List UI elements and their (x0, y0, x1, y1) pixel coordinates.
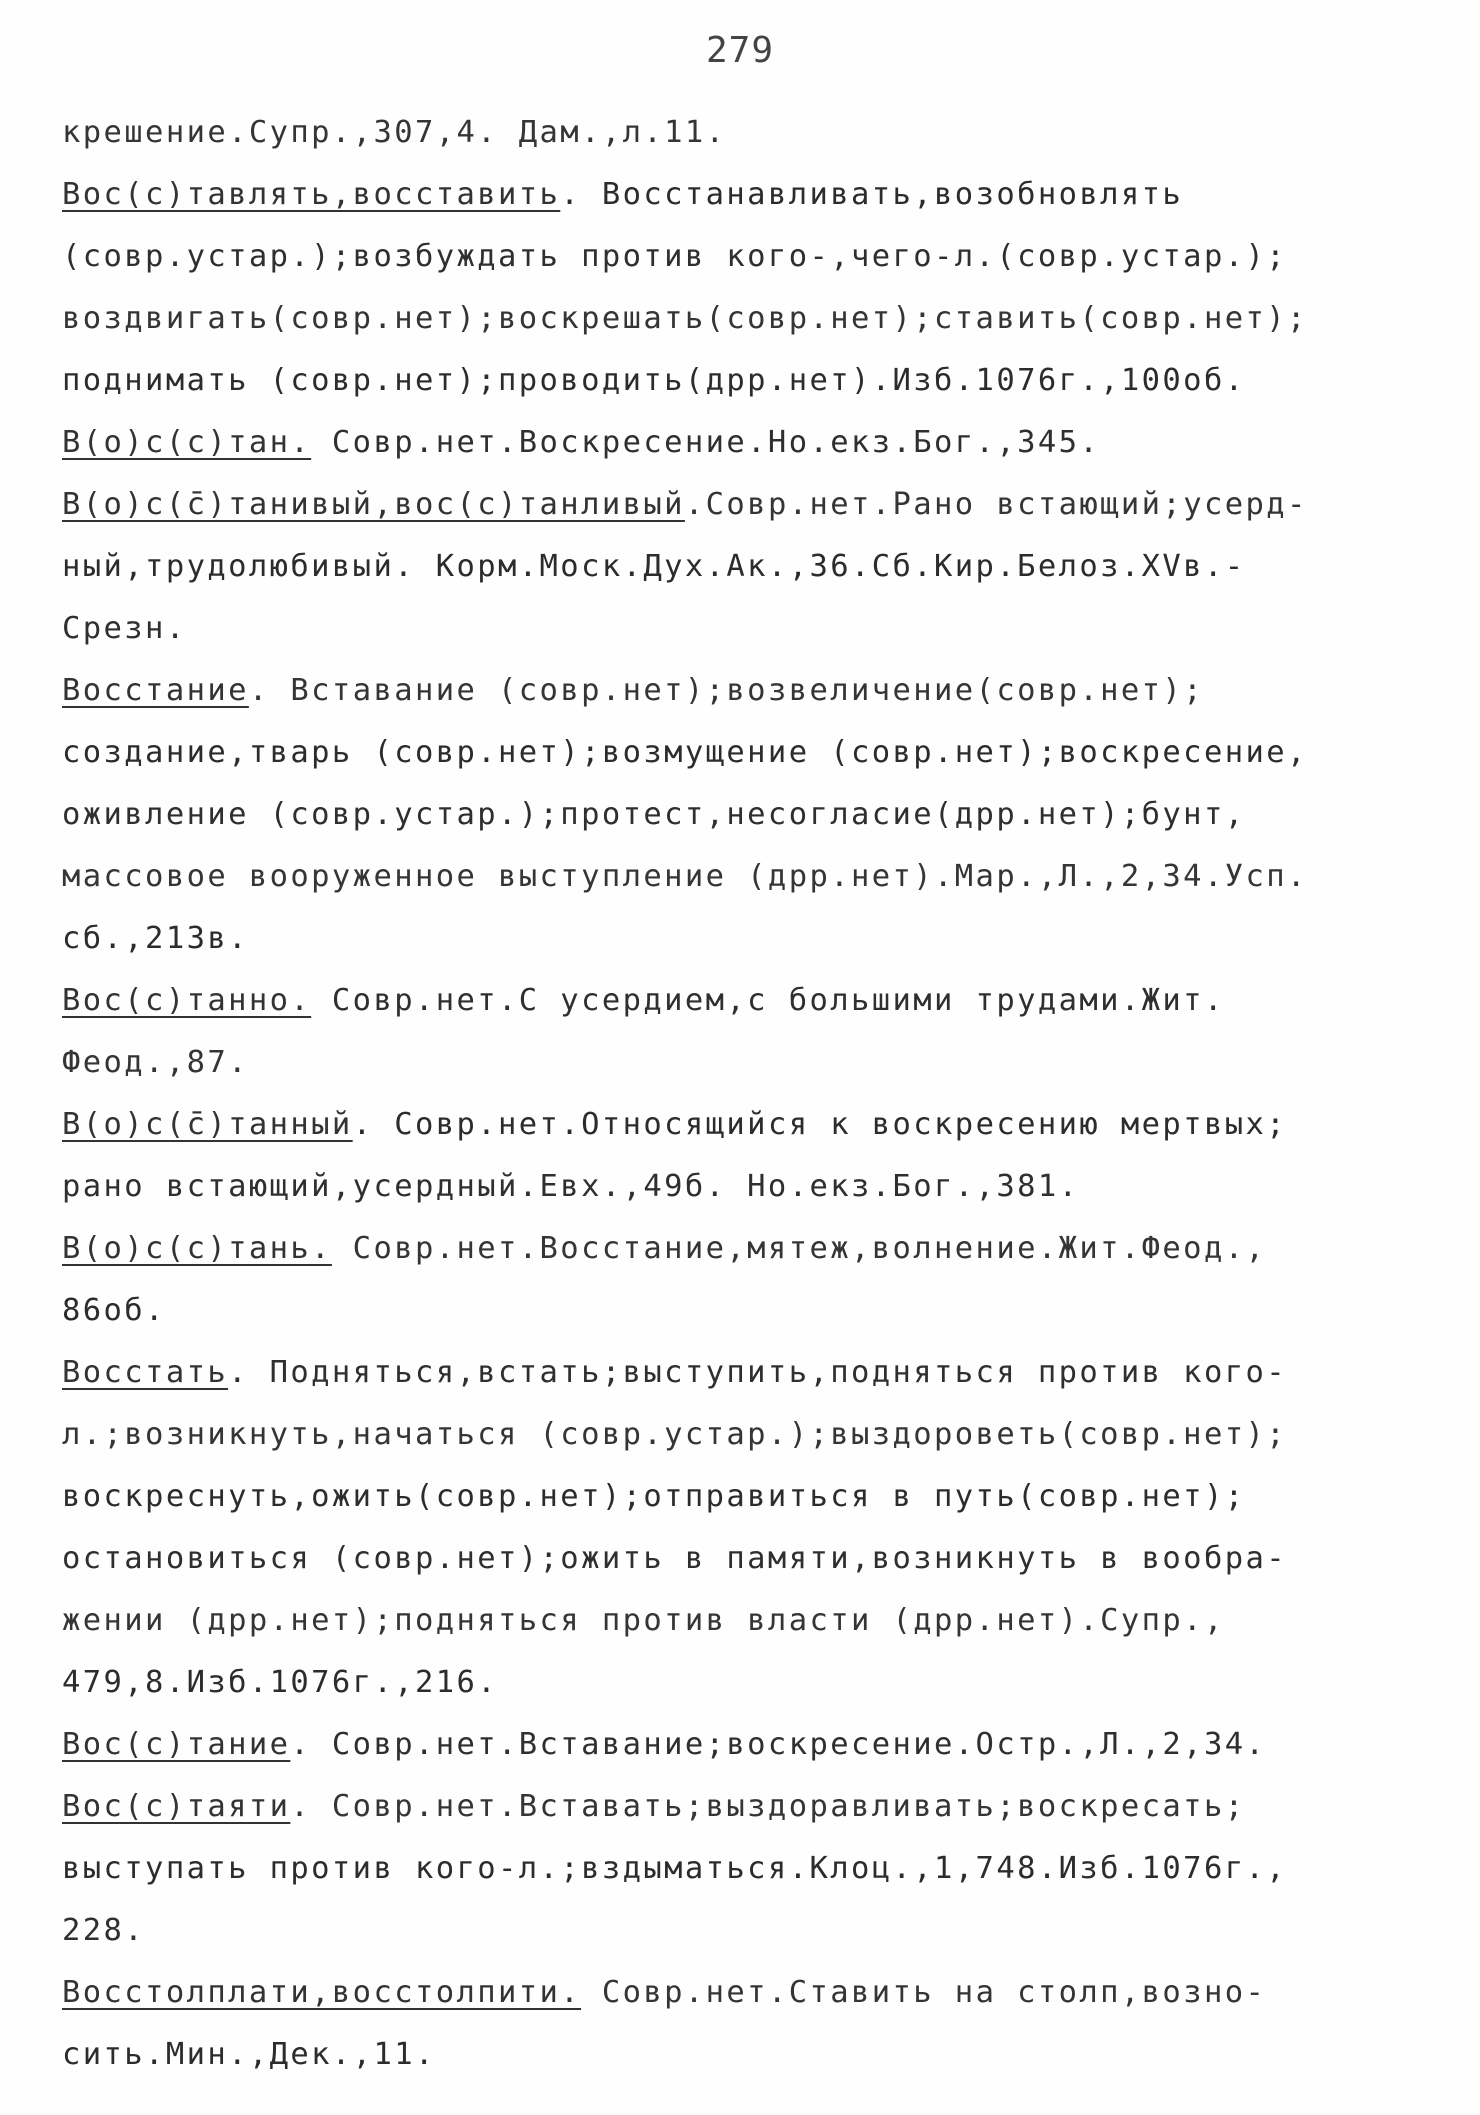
text-line (62, 350, 1462, 412)
entry-text: . Совр.нет.Относящийся к воскресению мертвых; (352, 1107, 1288, 1142)
text-line (62, 1466, 1462, 1528)
entry-text: массовое вооруженное выступление (дрр.нет).Мар.,Л.,2,34.Усп. (62, 859, 1308, 894)
entry-headword: Восстание (62, 673, 249, 708)
text-line (62, 288, 1462, 350)
entry-text: 86об. (62, 1293, 166, 1328)
entry-text: Срезн. (62, 611, 187, 646)
entry-headword: Вос(с)тание (62, 1727, 291, 1762)
entry-text: остановиться (совр.нет);ожить в памяти,возникнуть в вообра- (62, 1541, 1287, 1576)
entry-text: крешение.Супр.,307,4. Дам.,л.11. (62, 115, 727, 150)
text-line (62, 1838, 1462, 1900)
text-line (62, 784, 1462, 846)
entry-text: . Совр.нет.Вставание;воскресение.Остр.,Л.,2,34. (290, 1727, 1267, 1762)
text-line (62, 1590, 1462, 1652)
entry-text: рано встающий,усердный.Евх.,49б. Но.екз.Бог.,381. (62, 1169, 1080, 1204)
entry-text: л.;возникнуть,начаться (совр.устар.);выздороветь(совр.нет); (62, 1417, 1287, 1452)
entry-headword: В(о)с(с̄)танивый,вос(с)танливый (62, 487, 685, 522)
entry-text: . Восстанавливать,возобновлять (560, 177, 1184, 212)
page-number: 279 (705, 30, 775, 71)
text-line (62, 1962, 1462, 2024)
entry-text: ный,трудолюбивый. Корм.Моск.Дух.Ак.,36.Сб.Кир.Белоз.XVв.- (62, 549, 1246, 584)
text-line (62, 1528, 1462, 1590)
entry-text: сб.,213в. (62, 921, 249, 956)
entry-headword: В(о)с(с)тань. (62, 1231, 332, 1266)
text-line (62, 1900, 1462, 1962)
text-line (62, 1342, 1462, 1404)
text-line (62, 1280, 1462, 1342)
text-line (62, 970, 1462, 1032)
text-line (62, 1404, 1462, 1466)
entry-text: воскреснуть,ожить(совр.нет);отправиться в путь(совр.нет); (62, 1479, 1246, 1514)
text-line (62, 1218, 1462, 1280)
entry-text: 479,8.Изб.1076г.,216. (62, 1665, 499, 1700)
entry-text: . Подняться,встать;выступить,подняться против кого- (228, 1355, 1287, 1390)
text-line (62, 2024, 1462, 2086)
entry-text: .Совр.нет.Рано встающий;усерд- (684, 487, 1308, 522)
text-line (62, 474, 1462, 536)
entry-text: Совр.нет.Восстание,мятеж,волнение.Жит.Феод., (331, 1231, 1267, 1266)
entry-text: Феод.,87. (62, 1045, 249, 1080)
entry-text: выступать против кого-л.;вздыматься.Клоц.,1,748.Изб.1076г., (62, 1851, 1287, 1886)
entry-text: Совр.нет.Воскресение.Но.екз.Бог.,345. (311, 425, 1101, 460)
text-line (62, 412, 1462, 474)
text-line (62, 1032, 1462, 1094)
entry-text: воздвигать(совр.нет);воскрешать(совр.нет);ставить(совр.нет); (62, 301, 1308, 336)
entry-text: оживление (совр.устар.);протест,несогласие(дрр.нет);бунт, (62, 797, 1246, 832)
text-line (62, 1094, 1462, 1156)
entry-headword: В(о)с(с)тан. (62, 425, 312, 460)
text-line (62, 226, 1462, 288)
entry-text: . Совр.нет.Вставать;выздоравливать;воскресать; (290, 1789, 1246, 1824)
text-line (62, 1156, 1462, 1218)
text-line (62, 722, 1462, 784)
text-line (62, 846, 1462, 908)
entry-headword: Вос(с)тавлять,восставить (62, 177, 561, 212)
dictionary-entries (62, 102, 1462, 2086)
text-line (62, 1652, 1462, 1714)
text-line (62, 1714, 1462, 1776)
text-line (62, 164, 1462, 226)
text-line (62, 102, 1462, 164)
entry-text: создание,тварь (совр.нет);возмущение (совр.нет);воскресение, (62, 735, 1308, 770)
entry-text: жении (дрр.нет);подняться против власти (дрр.нет).Супр., (62, 1603, 1225, 1638)
entry-headword: В(о)с(с̄)танный (62, 1107, 353, 1142)
text-line (62, 598, 1462, 660)
entry-headword: Вос(с)таяти (62, 1789, 291, 1824)
entry-text: 228. (62, 1913, 146, 1948)
text-line (62, 660, 1462, 722)
entry-text: поднимать (совр.нет);проводить(дрр.нет).Изб.1076г.,100об. (62, 363, 1246, 398)
entry-headword: Вос(с)танно. (62, 983, 312, 1018)
text-line (62, 1776, 1462, 1838)
text-line (62, 536, 1462, 598)
entry-text: . Вставание (совр.нет);возвеличение(совр.нет); (248, 673, 1204, 708)
entry-text: (совр.устар.);возбуждать против кого-,чего-л.(совр.устар.); (62, 239, 1287, 274)
entry-headword: Восстать (62, 1355, 229, 1390)
entry-text: сить.Мин.,Дек.,11. (62, 2037, 436, 2072)
entry-text: Совр.нет.С усердием,с большими трудами.Жит. (311, 983, 1225, 1018)
entry-text: Совр.нет.Ставить на столп,возно- (581, 1975, 1267, 2010)
text-line (62, 908, 1462, 970)
entry-headword: Восстолплати,восстолпити. (62, 1975, 582, 2010)
